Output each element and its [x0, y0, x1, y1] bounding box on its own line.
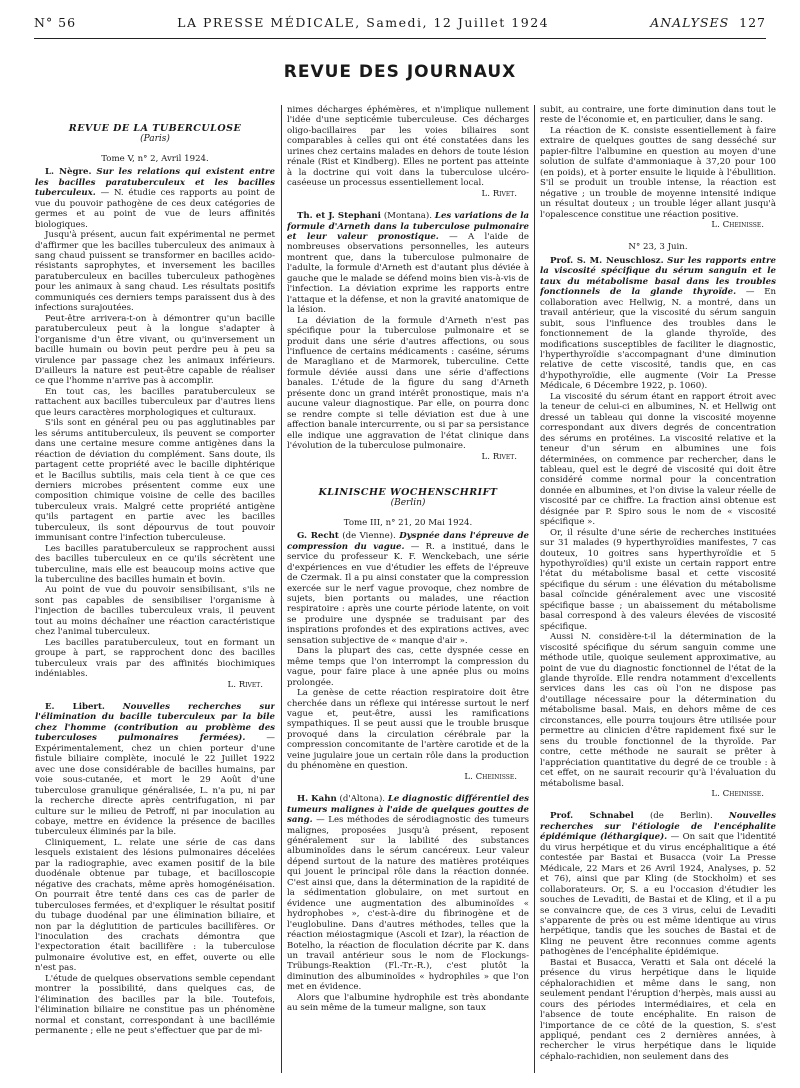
- article-signature: L. Rivet.: [481, 451, 517, 462]
- article-paragraph: La viscosité du sérum étant en rapport étroit avec la teneur de celui-ci en albumines, N. et Hellwig ont dressé un tableau qui donne la viscosité moyenne correspondant aux divers degrés de concentration des sérums en protéines. La viscosité relative et la teneur d'un sérum en albumines une fois déterminées, on commence par rechercher, dans le tableau, quel est le degré de viscosité qui doit être considéré comme normal pour la concentration donnée en albumines, et l'on divise la valeur réelle de viscosité par ce chiffre. La fraction ainsi obtenue est désignée par P. Spiro sous le nom de « viscosité spécifique ».: [540, 391, 776, 528]
- article-paragraph: La réaction de K. consiste essentiellement à faire extraire de quelques gouttes de sang desséché sur papier-filtre l'albumine en question au moyen d'une solution de sulfate d'ammoniaque à 37,20 pour 100 (en poids), et à porter ensuite le liquide à l'ébullition. S'il se produit un trouble intense, la réaction est négative ; un trouble de moyenne intensité indique un résultat douteux ; un trouble léger allant jusqu'à l'opalescence constitue une réaction positive.: [540, 125, 776, 220]
- article-text: — En collaboration avec Hellwig, N. a montré, dans un travail antérieur, que la viscosité du sérum sanguin subit, sous l'influence des troubles dans le fonctionnement de la glande thyroïde, des modifications susceptibles de faciliter le diagnostic, l'hyperthyroïdie s'accompagnant d'une diminution relative de cette viscosité, tandis que, en cas d'hypothyroïdie, elle augmente (Voir La Presse Médicale, 6 Décembre 1922, p. 1060).: [540, 287, 776, 392]
- spacer: [287, 199, 529, 211]
- section-label: ANALYSES: [650, 15, 730, 30]
- article-title: Dyspnée dans l'épreuve de compression du vague.: [287, 531, 529, 552]
- article-paragraph: subit, au contraire, une forte diminution dans tout le reste de l'économie et, en particulier, dans le sang.: [540, 105, 776, 126]
- section-title: KLINISCHE WOCHENSCHRIFT: [318, 486, 498, 498]
- article-lead: [287, 531, 529, 646]
- article-author: Prof. Schnabel: [550, 811, 634, 822]
- article-paragraph: nimes décharges éphémères, et n'implique nullement l'idée d'une septicémie tuberculeuse. Ces décharges oligo-bacillaires par les voies biliaires sont comparables à celles qui ont été constatées dans les urines chez certains malades en dehors de toute lésion rénale (Rist et Kindberg). Elles ne portent pas atteinte à la doctrine qui voit dans la tuberculose ulcéro-caséeuse un processus essentiellement local.: [287, 105, 529, 189]
- spacer: [287, 782, 529, 794]
- article-title: Sur les relations qui existent entre les bacilles paratuberculeux et les bacilles tuberculeux.: [35, 167, 275, 199]
- article-paragraph: Or, il résulte d'une série de recherches instituées sur 31 malades (9 hyperthyroïdies manifestes, 7 cas douteux, 10 goitres sans hyperthyroïdie et 5 hypothyroïdies) qu'il existe un certain rapport entre l'état du métabolisme basal et cette viscosité spécifique du sérum : une élévation du métabolisme basal coïncide généralement avec une viscosité spécifique basse ; un abaissement du métabolisme basal correspond à des valeurs élevées de viscosité spécifique.: [540, 527, 776, 632]
- journal-date: LA PRESSE MÉDICALE, Samedi, 12 Juillet 1924: [177, 15, 550, 30]
- spacer: [540, 799, 776, 811]
- article-author: Th. et J. Stephani: [297, 211, 381, 222]
- section-title: REVUE DE LA TUBERCULOSE: [68, 123, 242, 134]
- column-3: [540, 105, 776, 1075]
- article-place: (d'Altona).: [339, 794, 386, 805]
- article-place: (de Berlin).: [649, 811, 713, 822]
- article-title: Le diagnostic différentiel des tumeurs malignes à l'aide de quelques gouttes de sang.: [287, 794, 529, 826]
- article-paragraph: En tout cas, les bacilles paratuberculeux se rattachent aux bacilles tuberculeux par d'autres liens que leurs caractères morphologiques et culturaux.: [35, 386, 275, 418]
- spacer: [540, 230, 776, 242]
- article-paragraph: Dans la plupart des cas, cette dyspnée cesse en même temps que l'on interrompt la compression du vague, pour faire place à une apnée plus ou moins prolongée.: [287, 646, 529, 688]
- article-paragraph: Aussi N. considère-t-il la détermination de la viscosité spécifique du sérum sanguin comme une méthode utile, quoique seulement approximative, au point de vue du diagnostic fonctionnel de l'état de la glande thyroïde. Elle rendra notamment d'excellents services dans les cas où l'on ne dispose pas d'outillage nécessaire pour la détermination du métabolisme basal. Mais, en dehors même de ces circonstances, elle pourra toujours être utilisée pour permettre au clinicien d'être rapidement fixé sur le sens du trouble fonctionnel de la thyroïde. Par contre, cette méthode ne saurait se prêter à l'appréciation quantitative du degré de ce trouble : à cet effet, on ne saurait recourir qu'à l'évaluation du métabolisme basal.: [540, 632, 776, 789]
- article-paragraph: Peut-être arrivera-t-on à démontrer qu'un bacille paratuberculeux peut à la longue s'adapter à l'organisme d'un être vivant, ou qu'inversement un bacille humain ou bovin peut perdre peu à peu sa virulence par passage chez les animaux inférieurs. D'ailleurs la nature est peut-être capable de réaliser ce que l'homme n'arrive pas à accomplir.: [35, 313, 275, 387]
- page-number: 127: [739, 15, 766, 30]
- article-title: Nouvelles recherches sur l'élimination du bacille tuberculeux par la bile chez l'homme (contribution au problème des tuberculoses pulmonaires fermées).: [35, 702, 275, 744]
- issue-line: N° 23, 3 Juin.: [628, 242, 688, 253]
- section-city: (Berlin): [390, 498, 426, 509]
- page-title: REVUE DES JOURNAUX: [283, 62, 517, 82]
- article-author: G. Recht: [297, 531, 339, 542]
- article-text: — On sait que l'identité du virus herpétique et du virus encéphalitique a été contestée par Bastai et Busacca (voir La Presse Médicale, 22 Mars et 26 Avril 1924, Analyses, p. 52 et 76), ainsi que par Kling (de Stockholm) et ses collaborateurs. Or, S. a eu l'occasion d'étudier les souches de Levaditi, de Bastai et de Kling, et il a pu se convaincre que, de ces 3 virus, celui de Levaditi s'apparente de près ou est même identique au virus herpétique, tandis que les souches de Bastai et de Kling ne peuvent être reconnues comme agents pathogènes de l'encéphalite épidémique.: [540, 832, 776, 958]
- article-paragraph: La déviation de la formule d'Arneth n'est pas spécifique pour la tuberculose pulmonaire et se produit dans une série d'autres affections, ou sous l'influence de certains médicaments : caséine, sérums de Maragliano et de Marmorek, tuberculine. Cette formule déviée aussi dans une série d'affections banales. L'étude de la figure du sang d'Arneth présente donc un grand intérêt pronostique, mais n'a aucune valeur diagnostique. Par elle, on pourra donc se rendre compte si telle déviation est due à une affection banale intercurrente, ou si par sa persistance elle indique une aggravation de l'état clinique dans l'évolution de la tuberculose pulmonaire.: [287, 315, 529, 452]
- article-lead: [287, 211, 529, 316]
- article-signature: L. Rivet.: [227, 679, 263, 690]
- article-paragraph: Les bacilles paratuberculeux, tout en formant un groupe à part, se rapprochent donc des bacilles tuberculeux vrais par des affinités biochimiques indéniables.: [35, 637, 275, 680]
- column-divider: [534, 105, 535, 1073]
- article-paragraph: Alors que l'albumine hydrophile est très abondante au sein même de la tumeur maligne, son taux: [287, 992, 529, 1014]
- article-text: — A l'aide de nombreuses observations personnelles, les auteurs montrent que, dans la tuberculose pulmonaire de l'adulte, la formule d'Arneth est d'autant plus déviée à gauche que le malade se défend moins bien vis-à-vis de l'infection. La déviation exprime les rapports entre l'attaque et la défense, et non la gravité anatomique de la lésion.: [287, 231, 529, 316]
- article-author: L. Nègre.: [45, 167, 92, 178]
- article-paragraph: La genèse de cette réaction respiratoire doit être cherchée dans un réflexe qui intéresse surtout le nerf vague et, peut-être, aussi les ramifications sympathiques. Il se peut aussi que le trouble brusque provoqué dans la circulation cérébrale par la compression concomitante de l'artère carotide et de la veine jugulaire joue un certain rôle dans la production du phénomène en question.: [287, 688, 529, 772]
- section-city: (Paris): [140, 134, 170, 145]
- article-paragraph: Les bacilles paratuberculeux se rapprochent aussi des bacilles tuberculeux en ce qu'ils sécrètent une tuberculine, mais elle est beaucoup moins active que la tuberculine des bacilles humain et bovin.: [35, 543, 275, 586]
- article-lead: [35, 702, 275, 838]
- article-signature: L. Cheinisse.: [711, 219, 764, 230]
- article-lead: [540, 811, 776, 957]
- article-signature: L. Cheinisse.: [711, 789, 764, 799]
- article-title: Sur les rapports entre la viscosité spécifique du sérum sanguin et le taux du métabolisme basal dans les troubles fonctionnels de la glande thyroïde.: [540, 255, 776, 298]
- article-text: — R. a institué, dans le service du professeur K. F. Wenckebach, une série d'expériences en vue d'étudier les effets de l'épreuve de Czermak. Il a pu ainsi constater que la compression exercée sur le nerf vague provoque, chez nombre de sujets, bien portants ou malades, une réaction respiratoire : après une courte période latente, on voit se produire une dyspnée se traduisant par des inspirations profondes et des expirations actives, avec sensation subjective de « manque d'air ».: [287, 541, 529, 646]
- article-paragraph: Au point de vue du pouvoir sensibilisant, s'ils ne sont pas capables de sensibiliser l'organisme à l'injection de bacilles tuberculeux vrais, il peuvent tout au moins déchaîner une réaction caractéristique chez l'animal tuberculeux.: [35, 585, 275, 638]
- article-text: — N. étudie ces rapports au point de vue du pouvoir pathogène de ces deux catégories de germes et au point de vue de leurs affinités biologiques.: [35, 188, 275, 230]
- article-text: — Expérimentalement, chez un chien porteur d'une fistule biliaire complète, inoculé le 22 Juillet 1922 avec une dose considérable de bacilles humains, par voie sous-cutanée, et mort le 29 Août d'une tuberculose granulique généralisée, L. n'a pu, ni par la recherche directe après centrifugation, ni par culture sur le milieu de Petroff, ni par inoculation au cobaye, mettre en évidence la présence de bacilles tuberculeux éliminés par la bile.: [35, 733, 275, 838]
- article-paragraph: Bastai et Busacca, Veratti et Sala ont décelé la présence du virus herpétique dans le liquide céphalorachidien et même dans le sang, non seulement pendant l'éruption d'herpès, mais aussi au cours des périodes intermédiaires, et cela en l'absence de toute encéphalite. En raison de l'importance de ce côté de la question, S. s'est appliqué, pendant ces 2 dernières années, à rechercher le virus herpétique dans le liquide céphalo-rachidien, non seulement dans des: [540, 957, 776, 1062]
- article-title: Nouvelles recherches sur l'étiologie de l'encéphalite épidémique (léthargique).: [540, 811, 776, 843]
- article-author: E. Libert.: [45, 702, 105, 713]
- article-author: H. Kahn: [297, 794, 337, 805]
- column-1: [35, 118, 275, 1088]
- issue-line: Tome III, n° 21, 20 Mai 1924.: [343, 517, 473, 528]
- article-author: Prof. S. M. Neuschlosz.: [550, 255, 664, 266]
- article-place: (de Vienne).: [342, 531, 396, 542]
- article-signature: L. Cheinisse.: [464, 771, 517, 782]
- article-place: (Montana).: [383, 211, 433, 222]
- column-2: [287, 105, 529, 1075]
- header-rule: [34, 38, 766, 39]
- article-lead: [287, 794, 529, 993]
- issue-number: N° 56: [34, 15, 77, 30]
- article-paragraph: L'étude de quelques observations semble cependant montrer la possibilité, dans quelques cas, de l'élimination des bacilles par la bile. Toutefois, l'élimination biliaire ne constitue pas un phénomène normal et constant, correspondant à une bacillémie permanente ; elle ne peut s'effectuer que par de mi-: [35, 973, 275, 1037]
- article-signature: L. Rivet.: [481, 188, 517, 199]
- article-paragraph: Jusqu'à présent, aucun fait expérimental ne permet d'affirmer que les bacilles tuberculeux des animaux à sang chaud puissent se transformer en bacilles acido-résistants saprophytes, et inversement les bacilles paratuberculeux en bacilles tuberculeux pathogènes pour les animaux à sang chaud. Les résultats positifs communiqués ces derniers temps paraissent dus à des infections surajoutées.: [35, 230, 275, 314]
- article-title: Les variations de la formule d'Arneth dans la tuberculose pulmonaire et leur valeur pronostique.: [287, 211, 529, 242]
- section-page: [650, 15, 766, 30]
- issue-line: Tome V, n° 2, Avril 1924.: [101, 153, 209, 164]
- column-divider: [281, 105, 282, 1073]
- spacer: [287, 462, 529, 482]
- article-lead: [35, 167, 275, 230]
- running-header: [34, 15, 766, 35]
- article-paragraph: Cliniquement, L. relate une série de cas dans lesquels existaient des lésions pulmonaires décelées par la radiographie, avec examen positif de la bile duodénale obtenue par tubage, et bacilloscopie négative des crachats, même après homogénéisation. On pourrait être tenté dans ces cas de parler de tuberculoses fermées, et d'expliquer le résultat positif du tubage duodénal par une élimination biliaire, et non par la déglutition de particules bacillifères. Or l'inoculation des crachats démontra que l'expectoration était bacillifère : la tuberculose pulmonaire évolutive est, en effet, ouverte ou elle n'est pas.: [35, 837, 275, 974]
- article-lead: [540, 256, 776, 392]
- spacer: [35, 690, 275, 702]
- article-text: — Les méthodes de sérodiagnostic des tumeurs malignes, proposées jusqu'à présent, reposent généralement sur la labilité des substances albuminoïdes dans le sérum cancéreux. Leur valeur dépend surtout de la nature des matières protéiques qui jouent le principal rôle dans la réaction donnée. C'est ainsi que, dans la détermination de la rapidité de la sédimentation globulaire, on met surtout en évidence une augmentation des albuminoïdes « hydrophobes », c'est-à-dire du fibrinogène et de l'euglobuline. Dans d'autres méthodes, telles que la réaction méiostagmique (Ascoli et Izar), la réaction de Botelho, la réaction de floculation décrite par K. dans un travail antérieur sous le nom de Flockungs-Trübungs-Reaktion (Fl.-Tr.-R.), c'est plutôt la diminution des albuminoïdes « hydrophiles » que l'on met en évidence.: [287, 815, 529, 993]
- article-paragraph: S'ils sont en général peu ou pas agglutinables par les sérums antituberculeux, ils peuvent se comporter dans une certaine mesure comme antigènes dans la réaction de déviation du complément. Sans doute, ils partagent cette propriété avec le bacille diphtérique et le Bacillus subtilis, mais cela tient à ce que ces derniers microbes présentent comme eux une composition chimique voisine de celle des bacilles tuberculeux vrais. Malgré cette propriété antigène qu'ils partagent en partie avec les bacilles tuberculeux, ils sont dépourvus de tout pouvoir immunisant contre l'infection tuberculeuse.: [35, 418, 275, 544]
